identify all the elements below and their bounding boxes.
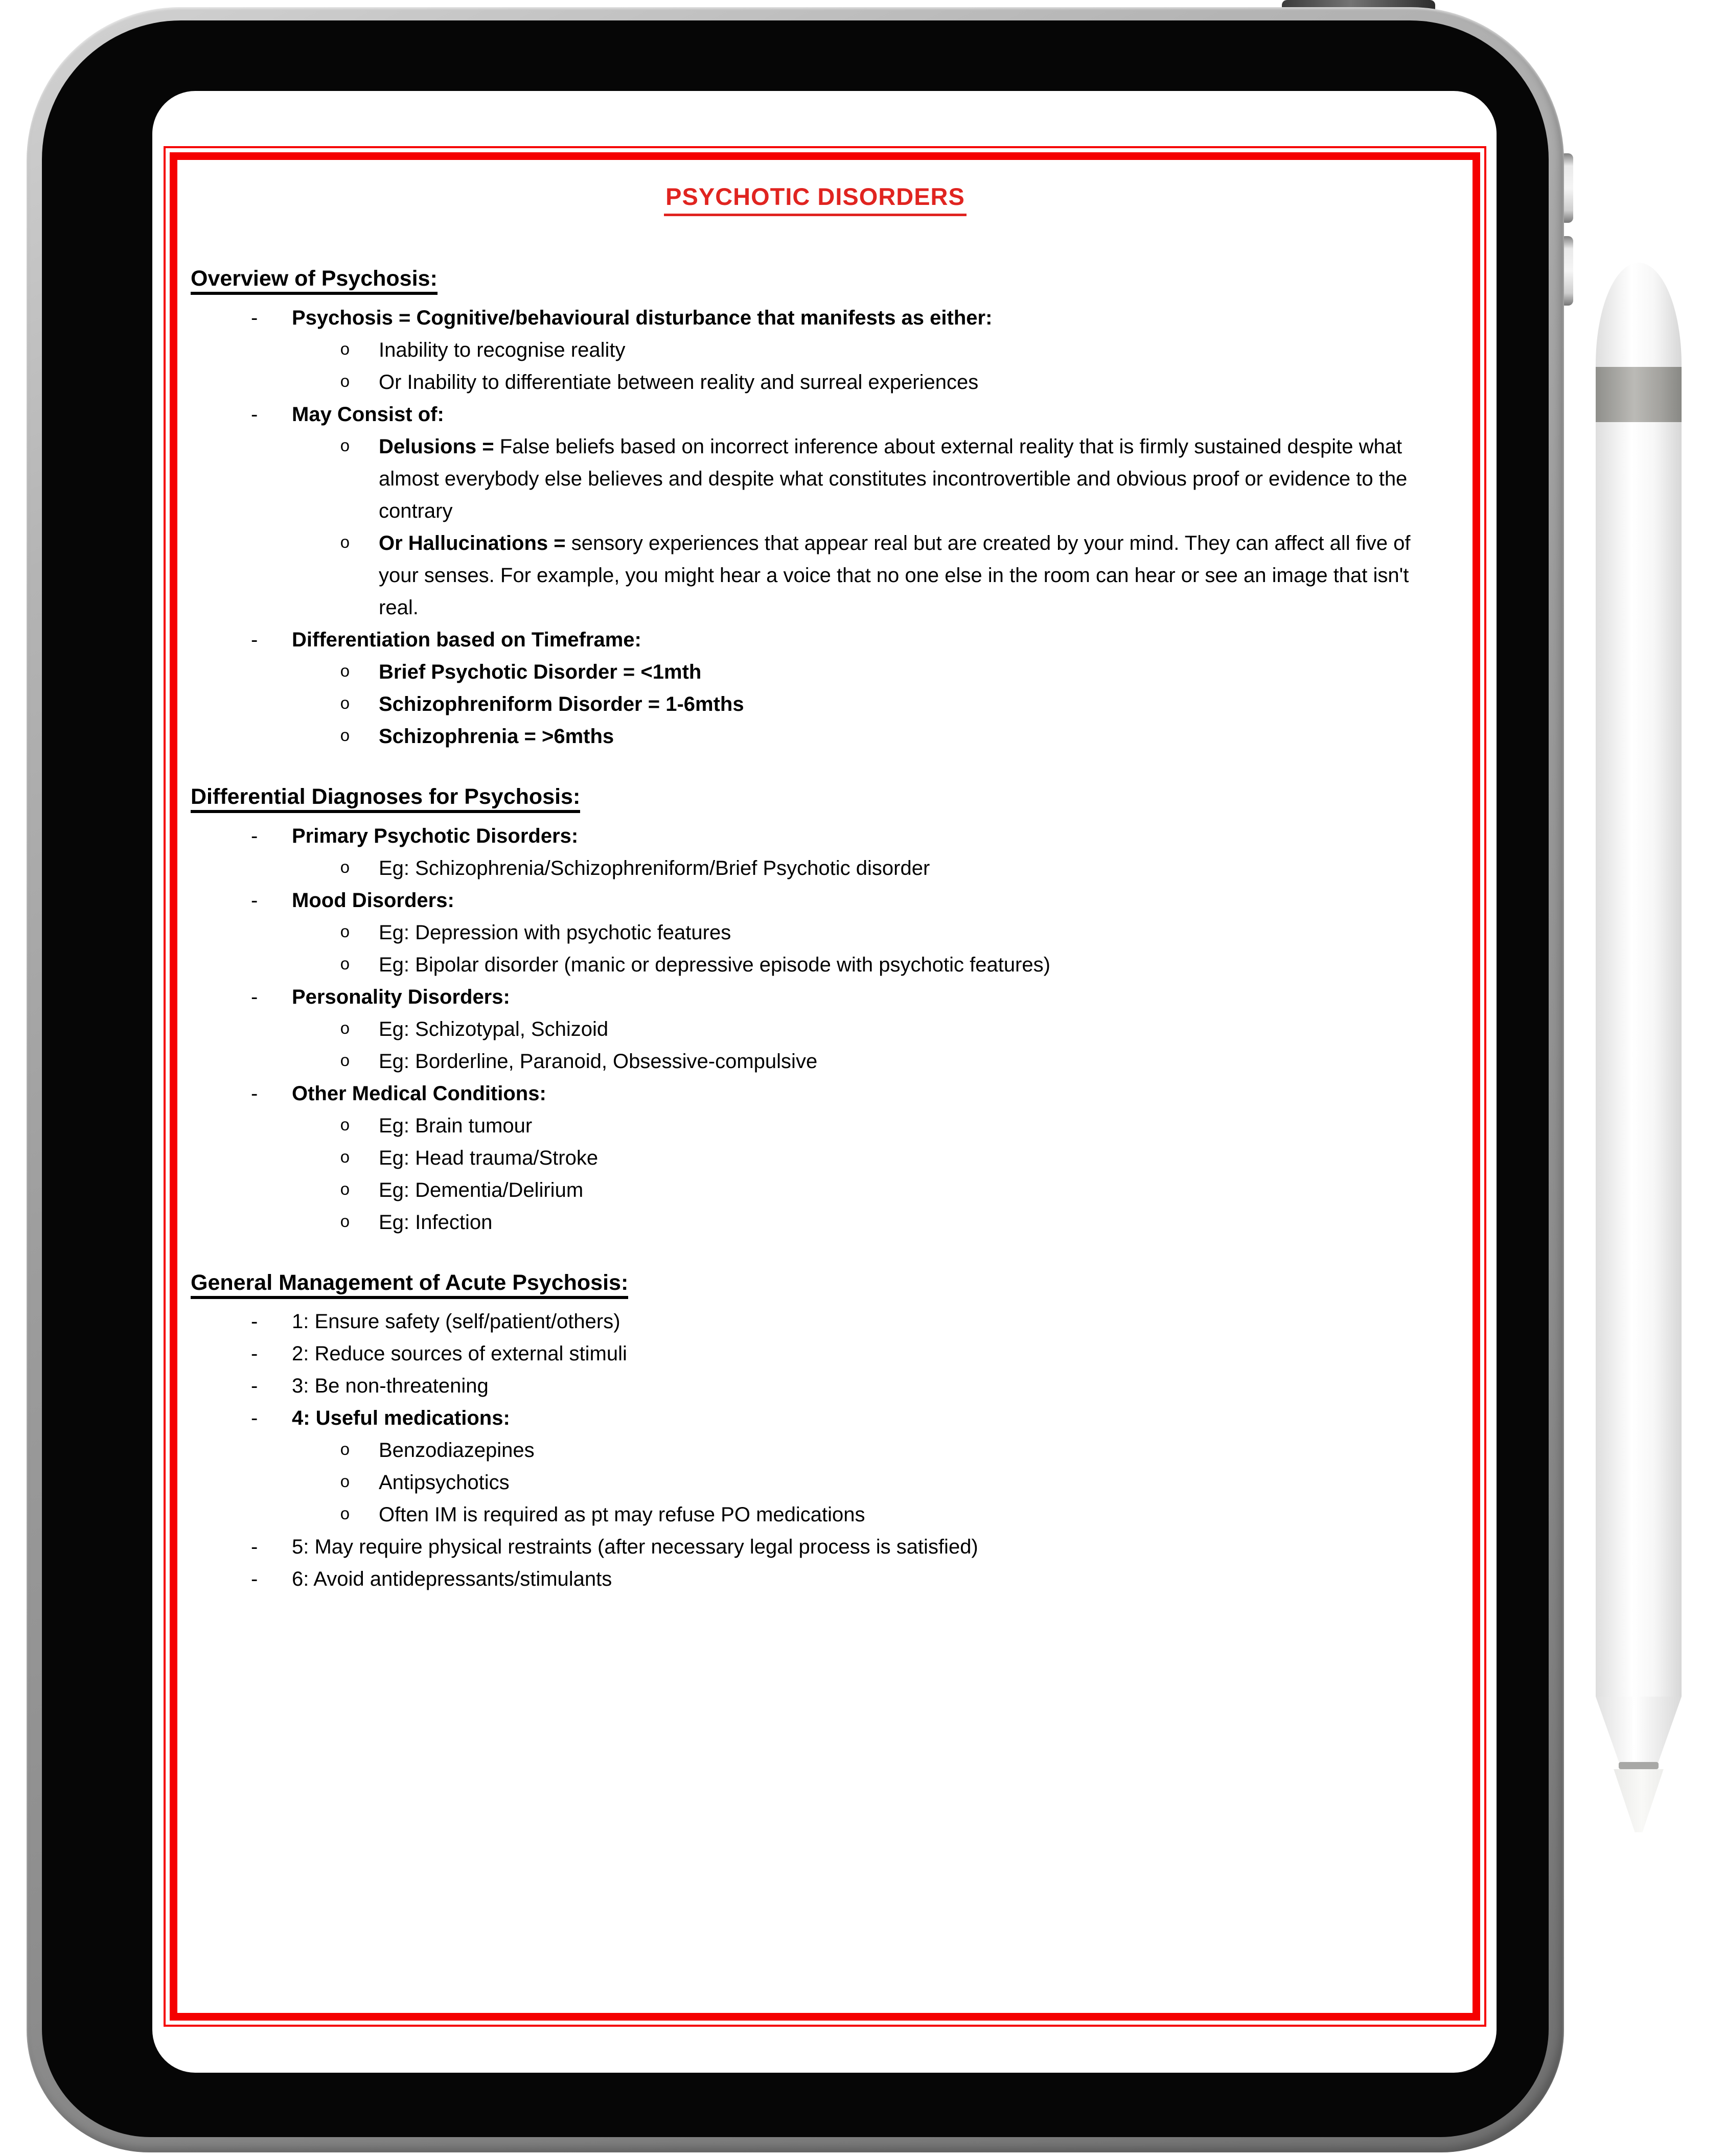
document-page <box>177 160 1473 2013</box>
bullet-text <box>379 656 1440 688</box>
text-run: Eg: Infection <box>379 1211 493 1234</box>
section-1 <box>191 265 1440 753</box>
bullet-text <box>379 1013 1440 1046</box>
bullet-text <box>379 334 1440 366</box>
bullet-text <box>379 1434 1440 1467</box>
bullet-item <box>191 852 1440 885</box>
bullet-text <box>379 949 1440 981</box>
bullet-text <box>379 1207 1440 1239</box>
document-border-inner <box>170 152 1480 2021</box>
bullet-marker: o <box>340 534 350 553</box>
bullet-text <box>379 1174 1440 1207</box>
bullet-marker: - <box>251 306 258 329</box>
bullet-item <box>191 366 1440 399</box>
bullet-text <box>292 885 1440 917</box>
text-run: Eg: Brain tumour <box>379 1114 533 1137</box>
text-run: Other Medical Conditions: <box>292 1082 546 1105</box>
bullet-marker: - <box>251 889 258 912</box>
stylus <box>1596 263 1682 1836</box>
text-run: Eg: Schizophrenia/Schizophreniform/Brief Psychotic disorder <box>379 856 930 879</box>
text-run: Eg: Bipolar disorder (manic or depressive episode with psychotic features) <box>379 953 1050 976</box>
bullet-marker: - <box>251 1375 258 1398</box>
text-run: 5: May require physical restraints (after necessary legal process is satisfied) <box>292 1536 978 1559</box>
bullet-item <box>191 527 1440 624</box>
bullet-text <box>292 981 1440 1013</box>
text-run: Eg: Depression with psychotic features <box>379 921 731 944</box>
bullet-marker: o <box>340 1441 350 1460</box>
bullet-text <box>379 527 1440 624</box>
bullet-item <box>191 656 1440 688</box>
stylus-ring <box>1619 1762 1659 1769</box>
bullet-text <box>379 721 1440 753</box>
bullet-item <box>191 1078 1440 1110</box>
bullet-text <box>292 1563 1440 1595</box>
bullet-marker: o <box>340 340 350 360</box>
stylus-body <box>1596 263 1682 1697</box>
section-heading-text: Overview of Psychosis: <box>191 266 438 295</box>
bullet-item <box>191 334 1440 366</box>
bullet-marker: o <box>340 1473 350 1493</box>
bullet-marker: o <box>340 437 350 456</box>
text-run: Eg: Dementia/Delirium <box>379 1178 584 1201</box>
bullet-text <box>292 820 1440 852</box>
text-run: Or Hallucinations = <box>379 531 571 554</box>
bullet-item <box>191 721 1440 753</box>
text-run: Eg: Schizotypal, Schizoid <box>379 1017 609 1040</box>
section-heading <box>191 1269 1440 1297</box>
text-run: Delusions = <box>379 435 500 458</box>
text-run: sensory experiences that appear real but are created by your mind. They can affect all five of your senses. For example, you might hear a voice that no one else in the room can hear or see an image that isn't real. <box>379 531 1411 619</box>
tablet-device <box>27 7 1564 2152</box>
bullet-marker: o <box>340 727 350 746</box>
section-heading-text: Differential Diagnoses for Psychosis: <box>191 784 580 813</box>
text-run: 6: Avoid antidepressants/stimulants <box>292 1568 612 1591</box>
bullet-item <box>191 1531 1440 1563</box>
bullet-marker: - <box>251 985 258 1008</box>
bullet-item <box>191 1013 1440 1046</box>
section-3 <box>191 1269 1440 1596</box>
bullet-marker: o <box>340 1213 350 1232</box>
bullet-item <box>191 399 1440 431</box>
bullet-item <box>191 1338 1440 1370</box>
text-run: Mood Disorders: <box>292 889 454 912</box>
bullet-marker: - <box>251 1082 258 1105</box>
bullet-text <box>379 1467 1440 1499</box>
bullet-text <box>292 1370 1440 1402</box>
section-2 <box>191 783 1440 1239</box>
bullet-text <box>292 1078 1440 1110</box>
bullet-text <box>379 366 1440 399</box>
bullet-item <box>191 1434 1440 1467</box>
bullet-text <box>379 852 1440 885</box>
bullet-item <box>191 1207 1440 1239</box>
text-run: Often IM is required as pt may refuse PO medications <box>379 1503 865 1526</box>
text-run: 4: Useful medications: <box>292 1407 510 1430</box>
text-run: 2: Reduce sources of external stimuli <box>292 1342 627 1365</box>
bullet-text <box>379 688 1440 721</box>
bullet-item <box>191 1402 1440 1434</box>
text-run: Eg: Borderline, Paranoid, Obsessive-compulsive <box>379 1050 818 1073</box>
text-run: Schizophreniform Disorder = 1-6mths <box>379 692 744 715</box>
bullet-item <box>191 624 1440 656</box>
section-heading <box>191 265 1440 293</box>
section-heading-text: General Management of Acute Psychosis: <box>191 1270 628 1299</box>
bullet-marker: - <box>251 1568 258 1591</box>
stylus-nib <box>1612 1769 1666 1836</box>
bullet-text <box>379 1046 1440 1078</box>
bullet-marker: o <box>340 1148 350 1168</box>
tablet-screen <box>152 91 1497 2073</box>
bullet-item <box>191 1142 1440 1174</box>
bullet-marker: o <box>340 1052 350 1071</box>
bullet-text <box>292 302 1440 334</box>
bullet-text <box>292 1306 1440 1338</box>
bullet-item <box>191 949 1440 981</box>
bullet-item <box>191 1110 1440 1142</box>
bullet-item <box>191 1499 1440 1531</box>
bullet-marker: - <box>251 1407 258 1430</box>
bullet-text <box>292 1531 1440 1563</box>
bullet-item <box>191 302 1440 334</box>
bullet-item <box>191 1370 1440 1402</box>
text-run: Primary Psychotic Disorders: <box>292 824 579 847</box>
bullet-text <box>379 917 1440 949</box>
bullet-item <box>191 917 1440 949</box>
doc-sections <box>191 265 1440 1595</box>
bullet-marker: - <box>251 1536 258 1559</box>
bullet-marker: - <box>251 824 258 847</box>
bullet-marker: - <box>251 1310 258 1333</box>
bullet-item <box>191 820 1440 852</box>
bullet-marker: - <box>251 1342 258 1365</box>
bullet-item <box>191 885 1440 917</box>
document-border-outer <box>164 146 1486 2027</box>
bullet-item <box>191 1563 1440 1595</box>
text-run: May Consist of: <box>292 403 444 426</box>
bullet-marker: o <box>340 955 350 975</box>
bullet-text <box>379 1142 1440 1174</box>
text-run: False beliefs based on incorrect inference about external reality that is firmly sustained despite what almost everybody else believes and despite what constitutes incontrovertible and obvious proof or evidence to the contrary <box>379 435 1408 522</box>
bullet-item <box>191 1306 1440 1338</box>
bullet-text <box>292 1338 1440 1370</box>
section-heading <box>191 783 1440 811</box>
stylus-band <box>1596 367 1682 422</box>
bullet-text <box>292 399 1440 431</box>
bullet-marker: - <box>251 403 258 426</box>
bullet-marker: o <box>340 1019 350 1039</box>
text-run: Inability to recognise reality <box>379 338 626 361</box>
text-run: Benzodiazepines <box>379 1439 535 1462</box>
bullet-item <box>191 981 1440 1013</box>
text-run: Eg: Head trauma/Stroke <box>379 1146 599 1169</box>
text-run: Psychosis = Cognitive/behavioural disturbance that manifests as either: <box>292 306 993 329</box>
bullet-item <box>191 688 1440 721</box>
bullet-text <box>379 1499 1440 1531</box>
text-run: Antipsychotics <box>379 1471 510 1494</box>
bullet-marker: o <box>340 923 350 942</box>
text-run: Schizophrenia = >6mths <box>379 725 614 748</box>
bullet-marker: o <box>340 373 350 392</box>
document-title-wrap <box>191 182 1440 216</box>
document-title: PSYCHOTIC DISORDERS <box>664 182 967 216</box>
bullet-text <box>292 1402 1440 1434</box>
text-run: Personality Disorders: <box>292 985 510 1008</box>
text-run: Or Inability to differentiate between reality and surreal experiences <box>379 370 979 393</box>
bullet-marker: o <box>340 1505 350 1525</box>
bullet-item <box>191 1467 1440 1499</box>
bullet-marker: o <box>340 662 350 682</box>
text-run: 3: Be non-threatening <box>292 1375 489 1398</box>
bullet-item <box>191 1046 1440 1078</box>
bullet-text <box>379 431 1440 527</box>
bullet-item <box>191 431 1440 527</box>
text-run: Differentiation based on Timeframe: <box>292 628 641 651</box>
stylus-taper <box>1596 1697 1682 1762</box>
text-run: Brief Psychotic Disorder = <1mth <box>379 660 702 683</box>
bullet-item <box>191 1174 1440 1207</box>
text-run: 1: Ensure safety (self/patient/others) <box>292 1310 620 1333</box>
bullet-marker: o <box>340 1116 350 1135</box>
bullet-marker: - <box>251 628 258 651</box>
bullet-marker: o <box>340 1180 350 1200</box>
bullet-text <box>292 624 1440 656</box>
bullet-marker: o <box>340 859 350 878</box>
bullet-marker: o <box>340 694 350 714</box>
bullet-text <box>379 1110 1440 1142</box>
